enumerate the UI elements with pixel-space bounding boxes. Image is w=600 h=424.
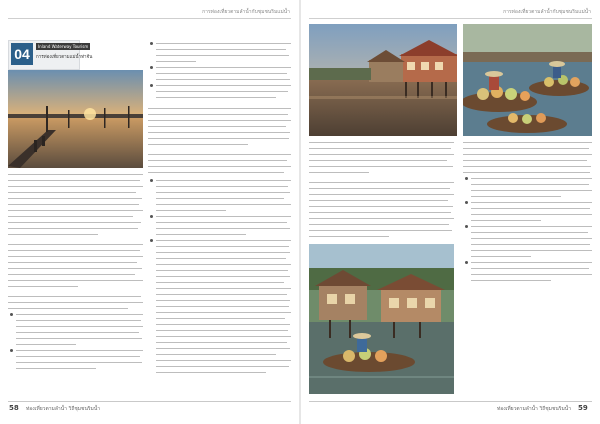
running-head-rule <box>8 18 291 19</box>
chapter-badge <box>8 40 93 70</box>
footer-rule-left <box>8 401 291 402</box>
running-head-left: การท่องเที่ยวตามลำน้ำกับชุมชนริมแม่น้ำ <box>202 9 290 15</box>
running-head-rule <box>309 18 592 19</box>
page-number-left: 58 <box>9 404 19 412</box>
river-sunset-photo <box>8 70 143 168</box>
footer-rule-right <box>309 401 592 402</box>
canal-houses-photo <box>309 24 457 136</box>
riverside-village-photo <box>309 244 454 394</box>
floating-market-photo <box>463 24 592 136</box>
left-page <box>0 0 299 424</box>
chapter-tag: Inland Waterway Tourism <box>38 44 89 49</box>
right-page <box>301 0 600 424</box>
chapter-number: 04 <box>11 43 33 65</box>
page-number-right: 59 <box>578 404 588 412</box>
running-head-right: การท่องเที่ยวตามลำน้ำกับชุมชนริมแม่น้ำ <box>503 9 591 15</box>
footer-text-left: ท่องเที่ยวตามลำน้ำ วิถีชุมชนริมน้ำ <box>26 406 101 412</box>
footer-text-right: ท่องเที่ยวตามลำน้ำ วิถีชุมชนริมน้ำ <box>496 406 571 412</box>
chapter-title: การท่องเที่ยวตามแม่น้ำท่าจีน <box>36 55 93 60</box>
